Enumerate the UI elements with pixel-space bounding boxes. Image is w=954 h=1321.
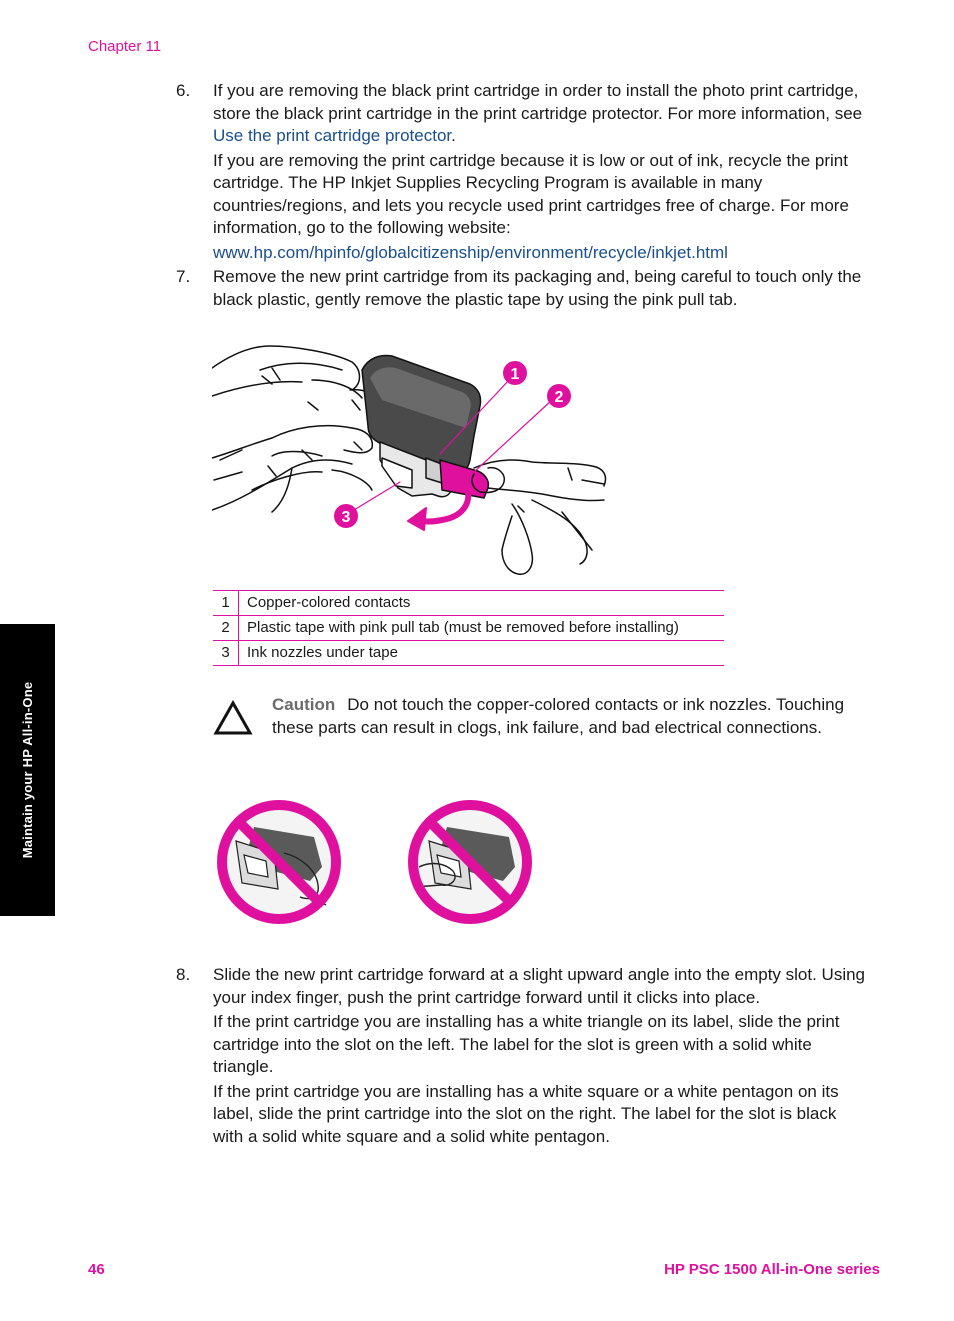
callout-num: 2: [213, 616, 239, 641]
table-row: [213, 641, 724, 666]
recycle-url-link[interactable]: www.hp.com/hpinfo/globalcitizenship/environment/recycle/inkjet.html: [213, 242, 728, 262]
step-number: 7.: [176, 267, 191, 286]
callout-3-text: 3: [341, 509, 351, 526]
side-section-tab: [0, 624, 55, 916]
callout-table: [213, 590, 724, 666]
step-8: [176, 964, 866, 1150]
step-number: 8.: [176, 965, 191, 984]
step-8-paragraph-1: Slide the new print cartridge forward at a slight upward angle into the empty slot. Using your index finger, push the print cartridge forward until it clicks into place.: [213, 965, 866, 1007]
callout-num: 1: [213, 591, 239, 616]
cartridge-illustration: [212, 340, 612, 585]
callout-desc: Copper-colored contacts: [239, 591, 725, 616]
step-number: 6.: [176, 81, 191, 100]
callout-2-text: 2: [554, 389, 564, 406]
callout-badge-1: [503, 361, 527, 385]
step-7-text: Remove the new print cartridge from its packaging and, being careful to touch only the black plastic, gently remove the plastic tape by using the pink pull tab.: [213, 267, 862, 309]
callout-1-text: 1: [510, 366, 520, 383]
protector-link[interactable]: Use the print cartridge protector: [213, 126, 452, 145]
step-6: [176, 80, 866, 266]
callout-num: 3: [213, 641, 239, 666]
caution-text: Do not touch the copper-colored contacts or ink nozzles. Touching these parts can result in clogs, ink failure, and bad electrical connections.: [272, 695, 845, 737]
callout-desc: Ink nozzles under tape: [239, 641, 725, 666]
callout-badge-3: [334, 504, 358, 528]
do-not-touch-contacts-icon: [214, 797, 344, 927]
page-number: 46: [88, 1261, 105, 1278]
callout-desc: Plastic tape with pink pull tab (must be removed before installing): [239, 616, 725, 641]
caution-triangle-icon: [213, 700, 253, 736]
callout-badge-2: [547, 384, 571, 408]
side-tab-label: Maintain your HP All-in-One: [19, 681, 35, 859]
step-8-paragraph-3: If the print cartridge you are installing has a white square or a white pentagon on its label, slide the print cartridge into the slot on the right. The label for the slot is black with a solid white square and a solid white pentagon.: [213, 1081, 839, 1146]
do-not-touch-nozzles-icon: [405, 797, 535, 927]
step-6-paragraph-2: If you are removing the print cartridge because it is low or out of ink, recycle the print cartridge. The HP Inkjet Supplies Recycling Program is available in many countries/regions, and lets you recycle used print cartridges free of charge. For more information, go to the following website:: [213, 150, 849, 237]
product-name: HP PSC 1500 All-in-One series: [664, 1261, 880, 1278]
table-row: [213, 616, 724, 641]
step-6-paragraph-1: [213, 80, 866, 148]
caution-label: Caution: [272, 695, 336, 714]
step-8-paragraph-2: If the print cartridge you are installing has a white triangle on its label, slide the print cartridge into the slot on the left. The label for the slot is green with a solid white triangle.: [213, 1012, 840, 1076]
step-7: [176, 266, 866, 313]
step-6-text: If you are removing the black print cartridge in order to install the photo print cartridge, store the black print cartridge in the print cartridge protector. For more information, see: [213, 81, 863, 123]
chapter-header: Chapter 11: [88, 38, 162, 55]
caution-note: [213, 694, 863, 739]
period: .: [451, 126, 456, 145]
table-row: [213, 591, 724, 616]
